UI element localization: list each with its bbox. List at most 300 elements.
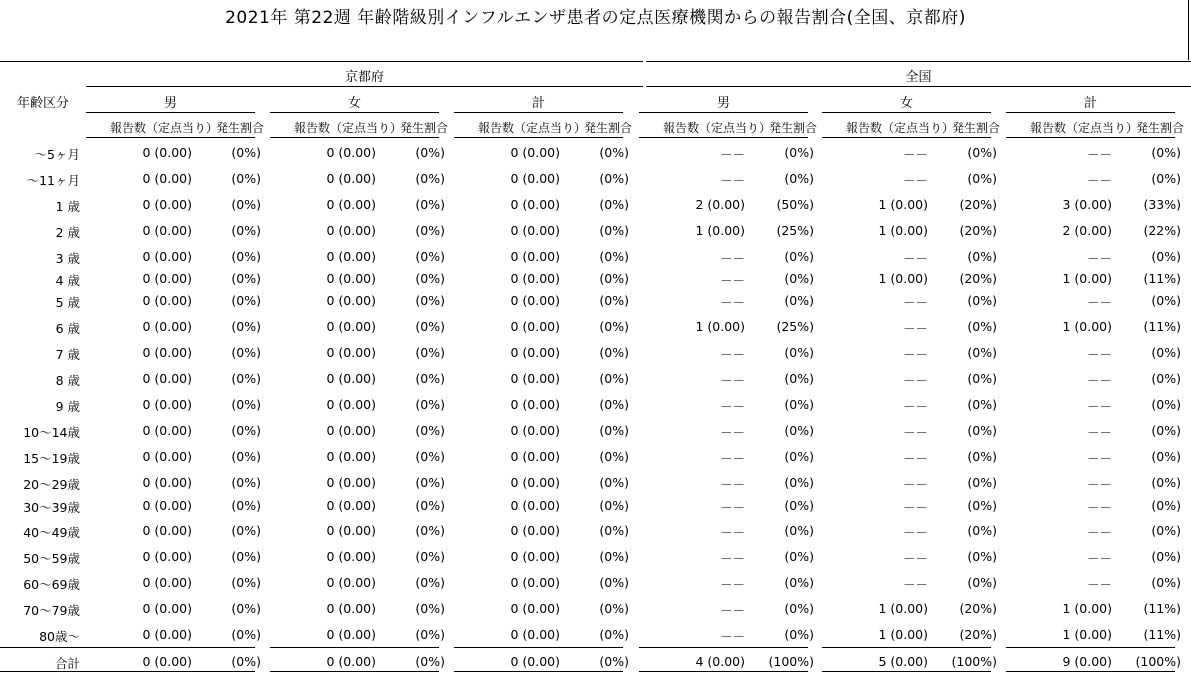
incidence-rate-cell: (0%) (599, 549, 629, 564)
incidence-rate-cell: (0%) (415, 449, 445, 464)
report-count-cell: 0 (0.00) (510, 397, 560, 412)
incidence-rate-cell: (20%) (959, 627, 997, 642)
incidence-rate-cell: (0%) (784, 397, 814, 412)
report-count-cell: 0 (0.00) (142, 371, 192, 386)
report-count-cell: 0 (0.00) (510, 293, 560, 308)
incidence-rate-cell: (0%) (231, 197, 261, 212)
report-count-cell: －－ (719, 477, 745, 492)
report-count-cell: 1 (0.00) (695, 223, 745, 238)
incidence-rate-cell: (0%) (784, 145, 814, 160)
report-count-cell: 0 (0.00) (510, 223, 560, 238)
incidence-rate-cell: (11%) (1143, 319, 1181, 334)
incidence-rate-cell: (25%) (776, 223, 814, 238)
report-count-cell: 1 (0.00) (878, 627, 928, 642)
report-count-cell: －－ (902, 373, 928, 388)
incidence-rate-cell: (0%) (415, 475, 445, 490)
incidence-rate-cell: (0%) (415, 371, 445, 386)
report-count-cell: －－ (902, 477, 928, 492)
report-count-cell: 0 (0.00) (510, 197, 560, 212)
report-count-cell: －－ (1086, 347, 1112, 362)
incidence-rate-cell: (0%) (967, 498, 997, 513)
incidence-rate-cell: (0%) (599, 654, 629, 669)
age-group-label: 6 歳 (55, 321, 80, 336)
report-count-cell: －－ (719, 373, 745, 388)
incidence-rate-cell: (0%) (415, 575, 445, 590)
incidence-rate-cell: (11%) (1143, 601, 1181, 616)
report-count-cell: 0 (0.00) (142, 498, 192, 513)
rate-column-header: 発生割合 (400, 121, 449, 135)
report-count-cell: 0 (0.00) (326, 475, 376, 490)
count-column-header: 報告数（定点当り） (663, 121, 772, 135)
report-count-cell: 0 (0.00) (510, 601, 560, 616)
report-count-cell: －－ (1086, 147, 1112, 162)
incidence-rate-cell: (0%) (967, 397, 997, 412)
report-count-cell: 0 (0.00) (142, 523, 192, 538)
total-top-border (454, 647, 623, 648)
incidence-rate-cell: (0%) (784, 293, 814, 308)
report-count-cell: 0 (0.00) (326, 319, 376, 334)
report-count-cell: －－ (902, 173, 928, 188)
report-count-cell: 0 (0.00) (142, 345, 192, 360)
count-column-header: 報告数（定点当り） (478, 121, 587, 135)
age-group-label: 2 歳 (55, 225, 80, 240)
report-count-cell: －－ (1086, 373, 1112, 388)
incidence-rate-cell: (0%) (415, 397, 445, 412)
report-count-cell: －－ (1086, 525, 1112, 540)
report-count-cell: 0 (0.00) (142, 627, 192, 642)
age-group-label: ～11ヶ月 (26, 173, 80, 188)
report-count-cell: 0 (0.00) (142, 475, 192, 490)
report-count-cell: 0 (0.00) (326, 171, 376, 186)
region-underline (86, 86, 643, 87)
table-top-border (646, 61, 1191, 62)
sex-header-kyoto-female: 女 (347, 96, 361, 111)
incidence-rate-cell: (0%) (784, 423, 814, 438)
report-count-cell: －－ (1086, 295, 1112, 310)
rate-column-header: 発生割合 (584, 121, 633, 135)
age-group-label: ～5ヶ月 (34, 147, 80, 162)
incidence-rate-cell: (0%) (231, 345, 261, 360)
incidence-rate-cell: (0%) (231, 249, 261, 264)
incidence-rate-cell: (0%) (231, 319, 261, 334)
incidence-rate-cell: (33%) (1143, 197, 1181, 212)
report-count-cell: 0 (0.00) (510, 475, 560, 490)
report-count-cell: －－ (902, 321, 928, 336)
report-count-cell: 0 (0.00) (510, 423, 560, 438)
incidence-rate-cell: (0%) (1151, 371, 1181, 386)
incidence-rate-cell: (0%) (415, 549, 445, 564)
sex-header-national-female: 女 (899, 96, 913, 111)
report-count-cell: －－ (719, 147, 745, 162)
incidence-rate-cell: (25%) (776, 319, 814, 334)
report-count-cell: 1 (0.00) (1062, 627, 1112, 642)
header-bottom-border (454, 137, 623, 138)
total-top-border (86, 647, 255, 648)
report-count-cell: －－ (902, 295, 928, 310)
report-count-cell: －－ (719, 425, 745, 440)
incidence-rate-cell: (0%) (1151, 345, 1181, 360)
age-group-label: 8 歳 (55, 373, 80, 388)
report-count-cell: 0 (0.00) (510, 575, 560, 590)
incidence-rate-cell: (0%) (231, 549, 261, 564)
age-group-label: 7 歳 (55, 347, 80, 362)
report-count-cell: 0 (0.00) (326, 293, 376, 308)
report-count-cell: －－ (1086, 251, 1112, 266)
incidence-rate-cell: (0%) (415, 345, 445, 360)
incidence-rate-cell: (0%) (599, 601, 629, 616)
incidence-rate-cell: (0%) (231, 523, 261, 538)
sex-underline (270, 112, 439, 113)
report-count-cell: 1 (0.00) (878, 271, 928, 286)
report-count-cell: 0 (0.00) (326, 575, 376, 590)
incidence-rate-cell: (0%) (967, 319, 997, 334)
incidence-rate-cell: (0%) (231, 575, 261, 590)
age-group-label: 15～19歳 (23, 451, 80, 466)
report-count-cell: 0 (0.00) (326, 345, 376, 360)
incidence-rate-cell: (0%) (784, 575, 814, 590)
incidence-rate-cell: (100%) (768, 654, 814, 669)
report-count-cell: －－ (1086, 477, 1112, 492)
incidence-rate-cell: (0%) (599, 223, 629, 238)
incidence-rate-cell: (0%) (231, 223, 261, 238)
incidence-rate-cell: (0%) (967, 371, 997, 386)
report-count-cell: 0 (0.00) (510, 627, 560, 642)
incidence-rate-cell: (11%) (1143, 627, 1181, 642)
age-group-label: 9 歳 (55, 399, 80, 414)
incidence-rate-cell: (0%) (415, 523, 445, 538)
region-underline (646, 86, 1191, 87)
report-count-cell: 0 (0.00) (142, 575, 192, 590)
report-count-cell: 0 (0.00) (510, 654, 560, 669)
report-count-cell: 0 (0.00) (142, 293, 192, 308)
incidence-rate-cell: (0%) (784, 549, 814, 564)
sex-header-kyoto-total: 計 (531, 96, 545, 111)
total-top-border (639, 647, 808, 648)
report-count-cell: 0 (0.00) (326, 197, 376, 212)
incidence-rate-cell: (0%) (784, 449, 814, 464)
incidence-rate-cell: (0%) (784, 271, 814, 286)
incidence-rate-cell: (0%) (231, 397, 261, 412)
incidence-rate-cell: (0%) (784, 371, 814, 386)
incidence-rate-cell: (0%) (1151, 475, 1181, 490)
incidence-rate-cell: (0%) (415, 293, 445, 308)
incidence-rate-cell: (0%) (415, 145, 445, 160)
report-count-cell: －－ (1086, 173, 1112, 188)
incidence-rate-cell: (0%) (415, 654, 445, 669)
sex-underline (454, 112, 623, 113)
incidence-rate-cell: (0%) (1151, 498, 1181, 513)
report-count-cell: 0 (0.00) (510, 271, 560, 286)
report-count-cell: 0 (0.00) (326, 249, 376, 264)
report-count-cell: 0 (0.00) (510, 345, 560, 360)
count-column-header: 報告数（定点当り） (846, 121, 955, 135)
incidence-rate-cell: (0%) (415, 171, 445, 186)
report-count-cell: 0 (0.00) (510, 523, 560, 538)
report-count-cell: －－ (719, 251, 745, 266)
report-count-cell: －－ (719, 347, 745, 362)
incidence-rate-cell: (0%) (231, 293, 261, 308)
incidence-rate-cell: (0%) (1151, 397, 1181, 412)
report-count-cell: －－ (902, 451, 928, 466)
incidence-rate-cell: (0%) (967, 549, 997, 564)
incidence-rate-cell: (0%) (784, 171, 814, 186)
report-count-cell: 0 (0.00) (326, 397, 376, 412)
age-group-label: 3 歳 (55, 251, 80, 266)
incidence-rate-cell: (0%) (967, 575, 997, 590)
incidence-rate-cell: (0%) (415, 498, 445, 513)
report-count-cell: 1 (0.00) (695, 319, 745, 334)
incidence-rate-cell: (0%) (415, 249, 445, 264)
age-group-label: 1 歳 (55, 199, 80, 214)
incidence-rate-cell: (0%) (1151, 249, 1181, 264)
report-count-cell: 0 (0.00) (510, 145, 560, 160)
report-count-cell: －－ (902, 500, 928, 515)
report-count-cell: －－ (719, 451, 745, 466)
age-group-label: 70～79歳 (23, 603, 80, 618)
report-count-cell: －－ (902, 347, 928, 362)
incidence-rate-cell: (0%) (231, 371, 261, 386)
incidence-rate-cell: (0%) (599, 498, 629, 513)
incidence-rate-cell: (0%) (1151, 293, 1181, 308)
report-count-cell: －－ (1086, 551, 1112, 566)
table-bottom-border (86, 671, 255, 672)
incidence-rate-cell: (0%) (784, 627, 814, 642)
age-group-label: 80歳～ (39, 629, 80, 644)
report-count-cell: 0 (0.00) (326, 371, 376, 386)
incidence-rate-cell: (0%) (784, 601, 814, 616)
incidence-rate-cell: (0%) (231, 601, 261, 616)
report-count-cell: 9 (0.00) (1062, 654, 1112, 669)
report-count-cell: 0 (0.00) (326, 223, 376, 238)
report-count-cell: 1 (0.00) (878, 197, 928, 212)
report-count-cell: 0 (0.00) (510, 498, 560, 513)
title-border (1188, 0, 1189, 60)
incidence-rate-cell: (0%) (231, 423, 261, 438)
incidence-rate-cell: (0%) (599, 523, 629, 538)
incidence-rate-cell: (0%) (599, 371, 629, 386)
incidence-rate-cell: (0%) (415, 319, 445, 334)
incidence-rate-cell: (0%) (967, 293, 997, 308)
report-count-cell: 0 (0.00) (326, 449, 376, 464)
table-bottom-border (270, 671, 439, 672)
report-count-cell: 0 (0.00) (142, 223, 192, 238)
report-count-cell: －－ (719, 500, 745, 515)
incidence-rate-cell: (0%) (784, 345, 814, 360)
age-group-label: 30～39歳 (23, 500, 80, 515)
incidence-rate-cell: (0%) (967, 423, 997, 438)
incidence-rate-cell: (0%) (599, 271, 629, 286)
age-group-header: 年齢区分 (16, 96, 69, 111)
total-top-border (822, 647, 991, 648)
sex-header-national-total: 計 (1083, 96, 1097, 111)
incidence-rate-cell: (0%) (784, 475, 814, 490)
count-column-header: 報告数（定点当り） (110, 121, 219, 135)
incidence-rate-cell: (100%) (1135, 654, 1181, 669)
report-count-cell: 0 (0.00) (510, 371, 560, 386)
report-count-cell: 1 (0.00) (878, 223, 928, 238)
incidence-rate-cell: (0%) (967, 145, 997, 160)
report-count-cell: 0 (0.00) (142, 423, 192, 438)
report-count-cell: －－ (902, 251, 928, 266)
region-header-national: 全国 (905, 70, 932, 85)
report-count-cell: －－ (719, 525, 745, 540)
age-group-label: 10～14歳 (23, 425, 80, 440)
report-count-cell: －－ (902, 425, 928, 440)
incidence-rate-cell: (0%) (967, 249, 997, 264)
report-count-cell: －－ (719, 399, 745, 414)
incidence-rate-cell: (0%) (231, 654, 261, 669)
report-count-cell: 0 (0.00) (142, 271, 192, 286)
incidence-rate-cell: (0%) (599, 171, 629, 186)
incidence-rate-cell: (0%) (967, 345, 997, 360)
report-count-cell: －－ (902, 147, 928, 162)
incidence-rate-cell: (0%) (967, 475, 997, 490)
rate-column-header: 発生割合 (952, 121, 1001, 135)
incidence-rate-cell: (0%) (415, 601, 445, 616)
report-count-cell: 2 (0.00) (1062, 223, 1112, 238)
report-count-cell: 5 (0.00) (878, 654, 928, 669)
incidence-rate-cell: (100%) (951, 654, 997, 669)
report-count-cell: －－ (719, 629, 745, 644)
report-count-cell: 0 (0.00) (326, 654, 376, 669)
report-count-cell: －－ (1086, 451, 1112, 466)
sex-underline (1006, 112, 1175, 113)
incidence-rate-cell: (0%) (231, 627, 261, 642)
incidence-rate-cell: (20%) (959, 271, 997, 286)
incidence-rate-cell: (0%) (415, 197, 445, 212)
incidence-rate-cell: (0%) (415, 627, 445, 642)
incidence-rate-cell: (0%) (599, 293, 629, 308)
report-count-cell: －－ (719, 577, 745, 592)
table-bottom-border (822, 671, 991, 672)
header-bottom-border (270, 137, 439, 138)
sex-underline (822, 112, 991, 113)
incidence-rate-cell: (0%) (967, 523, 997, 538)
incidence-rate-cell: (0%) (784, 523, 814, 538)
incidence-rate-cell: (0%) (231, 171, 261, 186)
incidence-rate-cell: (0%) (967, 449, 997, 464)
report-count-cell: 0 (0.00) (142, 449, 192, 464)
age-group-label: 50～59歳 (23, 551, 80, 566)
age-group-label: 5 歳 (55, 295, 80, 310)
incidence-rate-cell: (0%) (415, 223, 445, 238)
report-count-cell: 3 (0.00) (1062, 197, 1112, 212)
report-count-cell: －－ (902, 399, 928, 414)
report-count-cell: 0 (0.00) (142, 549, 192, 564)
report-count-cell: 0 (0.00) (326, 601, 376, 616)
report-count-cell: 0 (0.00) (142, 319, 192, 334)
rate-column-header: 発生割合 (1136, 121, 1185, 135)
count-column-header: 報告数（定点当り） (1030, 121, 1139, 135)
report-count-cell: 0 (0.00) (326, 549, 376, 564)
incidence-rate-cell: (20%) (959, 223, 997, 238)
incidence-rate-cell: (0%) (599, 319, 629, 334)
incidence-rate-cell: (11%) (1143, 271, 1181, 286)
incidence-rate-cell: (0%) (599, 423, 629, 438)
report-count-cell: 0 (0.00) (510, 319, 560, 334)
incidence-rate-cell: (0%) (599, 449, 629, 464)
incidence-rate-cell: (0%) (231, 449, 261, 464)
page-title: 2021年 第22週 年齢階級別インフルエンザ患者の定点医療機関からの報告割合(全国、京都府) (225, 8, 966, 28)
incidence-rate-cell: (0%) (784, 249, 814, 264)
header-bottom-border (639, 137, 808, 138)
incidence-rate-cell: (0%) (231, 145, 261, 160)
report-count-cell: 4 (0.00) (695, 654, 745, 669)
rate-column-header: 発生割合 (216, 121, 265, 135)
rate-column-header: 発生割合 (769, 121, 818, 135)
incidence-rate-cell: (0%) (415, 271, 445, 286)
total-top-border (270, 647, 439, 648)
table-bottom-border (639, 671, 808, 672)
incidence-rate-cell: (0%) (599, 249, 629, 264)
report-count-cell: －－ (902, 577, 928, 592)
incidence-rate-cell: (0%) (415, 423, 445, 438)
report-count-cell: 0 (0.00) (326, 423, 376, 438)
report-count-cell: 0 (0.00) (326, 627, 376, 642)
report-count-cell: 0 (0.00) (142, 397, 192, 412)
report-count-cell: 0 (0.00) (326, 523, 376, 538)
report-count-cell: 0 (0.00) (142, 145, 192, 160)
incidence-rate-cell: (22%) (1143, 223, 1181, 238)
header-bottom-border (1006, 137, 1175, 138)
incidence-rate-cell: (0%) (1151, 549, 1181, 564)
incidence-rate-cell: (0%) (1151, 575, 1181, 590)
incidence-rate-cell: (20%) (959, 197, 997, 212)
report-count-cell: 0 (0.00) (142, 171, 192, 186)
report-count-cell: －－ (719, 295, 745, 310)
report-count-cell: 1 (0.00) (1062, 271, 1112, 286)
incidence-rate-cell: (0%) (599, 197, 629, 212)
report-count-cell: 0 (0.00) (142, 249, 192, 264)
table-bottom-border (454, 671, 623, 672)
report-count-cell: 1 (0.00) (1062, 601, 1112, 616)
report-count-cell: －－ (1086, 577, 1112, 592)
incidence-rate-cell: (0%) (231, 271, 261, 286)
report-count-cell: 0 (0.00) (326, 498, 376, 513)
sex-underline (86, 112, 255, 113)
incidence-rate-cell: (0%) (1151, 423, 1181, 438)
report-count-cell: 1 (0.00) (1062, 319, 1112, 334)
report-count-cell: 2 (0.00) (695, 197, 745, 212)
total-top-border (0, 647, 86, 648)
report-count-cell: 0 (0.00) (510, 449, 560, 464)
report-count-cell: 0 (0.00) (510, 249, 560, 264)
report-count-cell: －－ (719, 603, 745, 618)
incidence-rate-cell: (0%) (599, 475, 629, 490)
report-count-cell: －－ (902, 525, 928, 540)
total-row-label: 合計 (54, 656, 80, 671)
report-count-cell: －－ (1086, 399, 1112, 414)
incidence-rate-cell: (0%) (599, 575, 629, 590)
report-count-cell: 1 (0.00) (878, 601, 928, 616)
report-count-cell: 0 (0.00) (142, 601, 192, 616)
age-group-label: 40～49歳 (23, 525, 80, 540)
incidence-rate-cell: (20%) (959, 601, 997, 616)
total-top-border (1006, 647, 1175, 648)
age-group-label: 60～69歳 (23, 577, 80, 592)
incidence-rate-cell: (0%) (1151, 145, 1181, 160)
incidence-rate-cell: (0%) (1151, 523, 1181, 538)
report-count-cell: 0 (0.00) (326, 145, 376, 160)
report-count-cell: －－ (1086, 500, 1112, 515)
report-count-cell: 0 (0.00) (510, 171, 560, 186)
report-count-cell: 0 (0.00) (510, 549, 560, 564)
incidence-rate-cell: (0%) (599, 345, 629, 360)
age-group-label: 20～29歳 (23, 477, 80, 492)
report-count-cell: －－ (719, 273, 745, 288)
report-count-cell: 0 (0.00) (142, 197, 192, 212)
incidence-rate-cell: (0%) (231, 475, 261, 490)
